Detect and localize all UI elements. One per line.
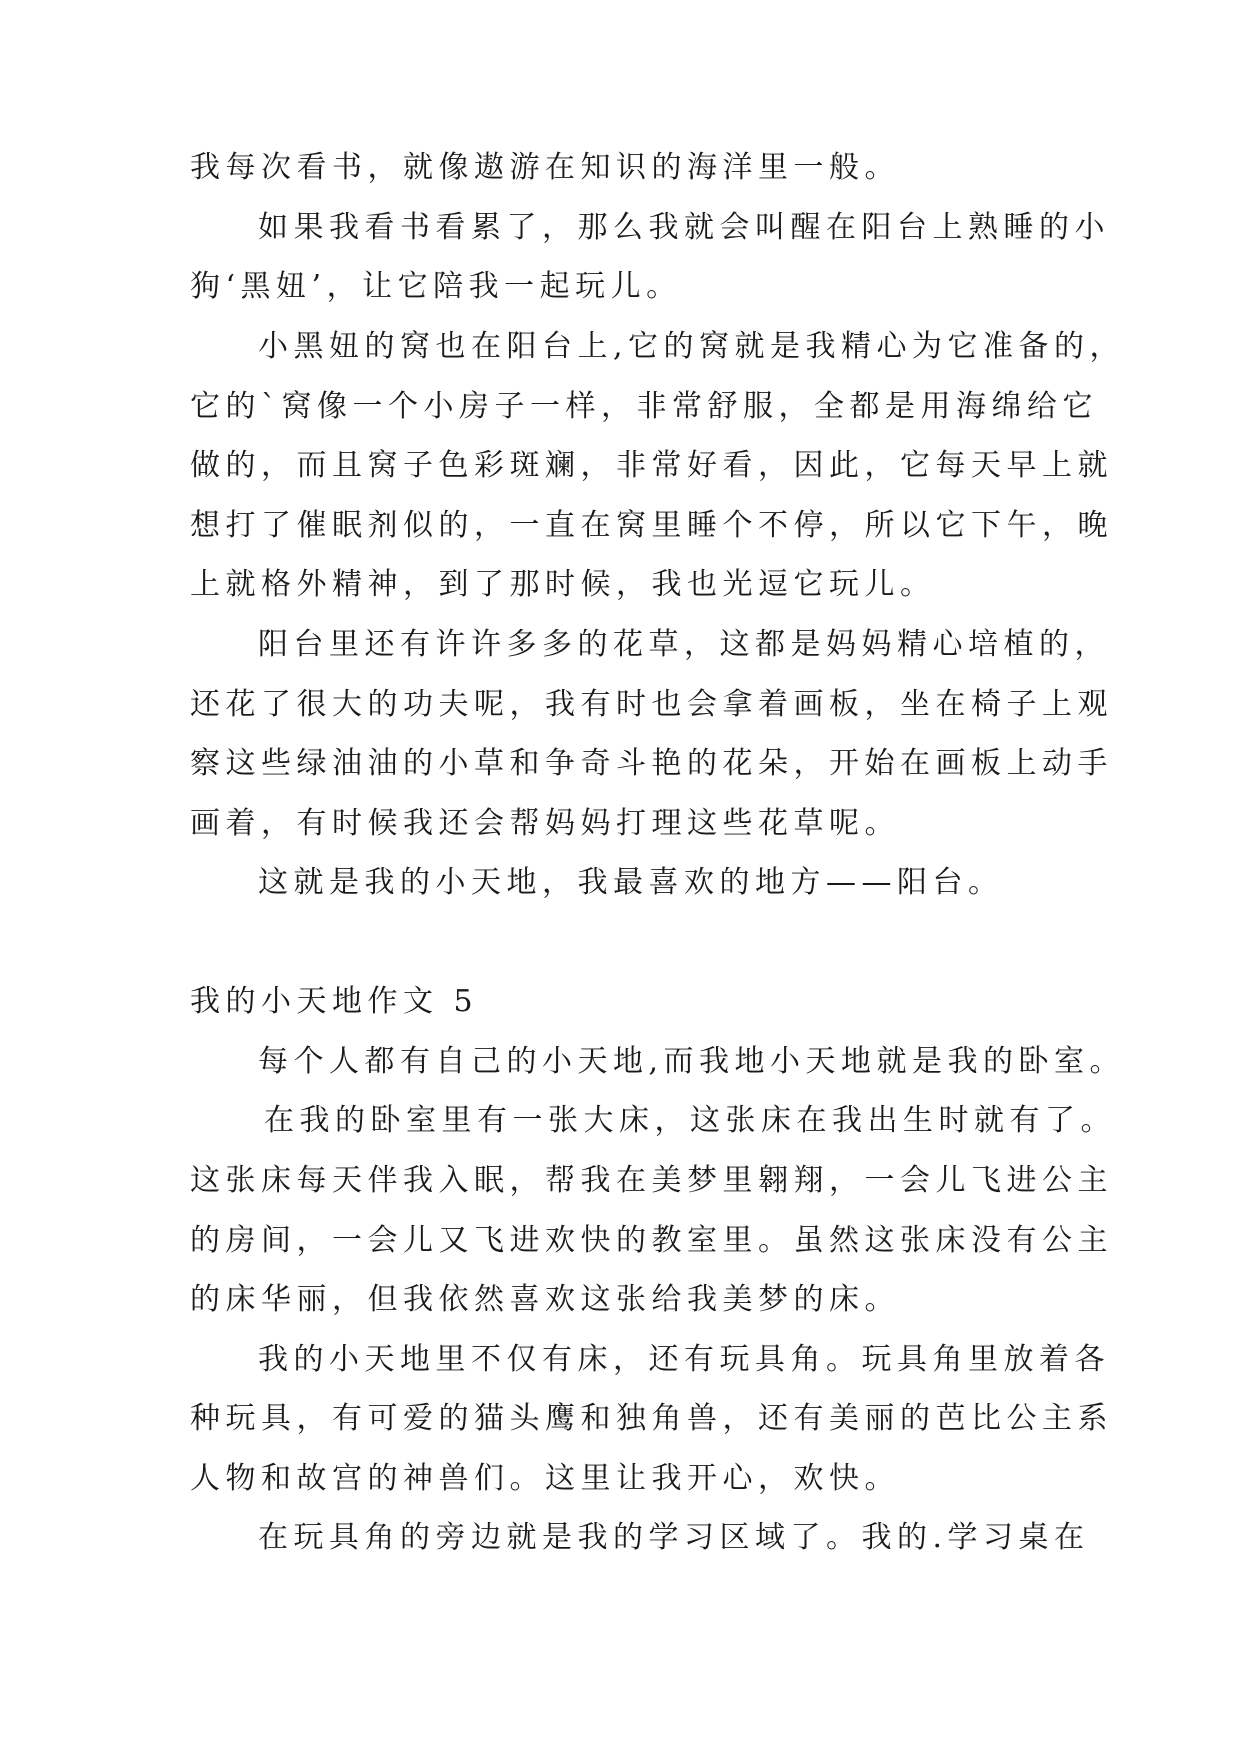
paragraph-start: 在玩具角的旁边就是我的学习区域了。我的.学习桌在 xyxy=(258,1520,1090,1555)
text-line: 还花了很大的功夫呢，我有时也会拿着画板，坐在椅子上观 xyxy=(190,687,1113,722)
text-line: 它的`窝像一个小房子一样，非常舒服，全都是用海绵给它 xyxy=(190,389,1098,424)
text-line: 狗‘黑妞’，让它陪我一起玩儿。 xyxy=(190,269,682,304)
paragraph-start: 小黑妞的窝也在阳台上,它的窝就是我精心为它准备的， xyxy=(258,329,1126,364)
text-line: 做的，而且窝子色彩斑斓，非常好看，因此，它每天早上就 xyxy=(190,448,1113,483)
text-line: 想打了催眠剂似的，一直在窝里睡个不停，所以它下午，晚 xyxy=(190,508,1113,543)
text-line: 察这些绿油油的小草和争奇斗艳的花朵，开始在画板上动手 xyxy=(190,746,1113,781)
paragraph-start: 这就是我的小天地，我最喜欢的地方——阳台。 xyxy=(258,865,1004,900)
text-line: 上就格外精神，到了那时候，我也光逗它玩儿。 xyxy=(190,567,936,602)
text-line: 画着，有时候我还会帮妈妈打理这些花草呢。 xyxy=(190,806,900,841)
text-line: 我每次看书，就像遨游在知识的海洋里一般。 xyxy=(190,150,900,185)
text-line: 的房间，一会儿又飞进欢快的教室里。虽然这张床没有公主 xyxy=(190,1223,1113,1258)
paragraph-start: 每个人都有自己的小天地,而我地小天地就是我的卧室。 xyxy=(258,1044,1126,1079)
text-line: 种玩具，有可爱的猫头鹰和独角兽，还有美丽的芭比公主系 xyxy=(190,1401,1113,1436)
text-line: 的床华丽，但我依然喜欢这张给我美梦的床。 xyxy=(190,1282,900,1317)
text-line: 人物和故宫的神兽们。这里让我开心，欢快。 xyxy=(190,1461,900,1496)
paragraph-start: 在我的卧室里有一张大床，这张床在我出生时就有了。 xyxy=(264,1103,1116,1138)
section-heading: 我的小天地作文 5 xyxy=(190,984,479,1019)
text-line: 这张床每天伴我入眠，帮我在美梦里翱翔，一会儿飞进公主 xyxy=(190,1163,1113,1198)
paragraph-start: 阳台里还有许许多多的花草，这都是妈妈精心培植的， xyxy=(258,627,1110,662)
paragraph-start: 我的小天地里不仅有床，还有玩具角。玩具角里放着各 xyxy=(258,1342,1110,1377)
paragraph-start: 如果我看书看累了，那么我就会叫醒在阳台上熟睡的小 xyxy=(258,210,1110,245)
